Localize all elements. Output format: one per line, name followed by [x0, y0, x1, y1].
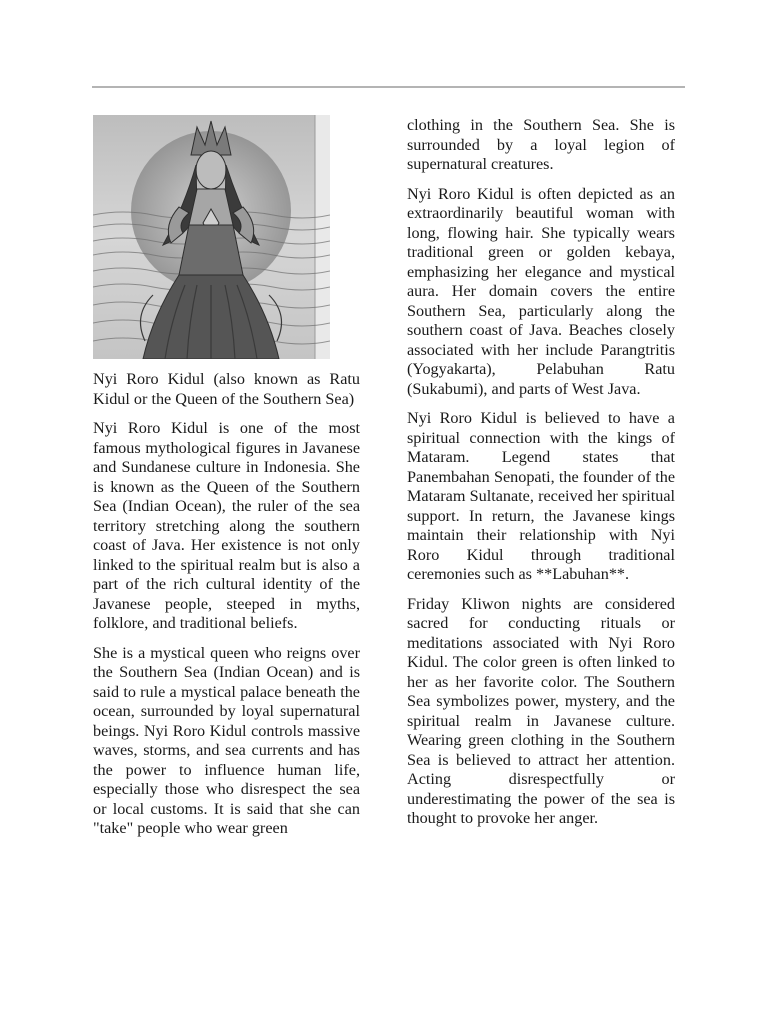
paragraph-mystical-queen: She is a mystical queen who reigns over the Southern Sea (Indian Ocean) and is said to rule a mystical palace beneath the ocean, surrounded by loyal supernatural beings. Nyi Roro Kidul controls massive waves, storms, and sea currents and has the power to influence human life, especially those who disrespect the sea or local customs. It is said that she can "take" people who wear green [93, 643, 360, 837]
paragraph-rituals: Friday Kliwon nights are considered sacred for conducting rituals or meditations associated with Nyi Roro Kidul. The color green is often linked to her as her favorite color. The Southern Sea symbolizes power, mystery, and the spiritual realm in Javanese culture. Wearing green clothing in the Southern Sea is believed to attract her attention. Acting disrespectfully or underestimating the power of the sea is thought to provoke her anger. [407, 594, 675, 827]
paragraph-continuation: clothing in the Southern Sea. She is surrounded by a loyal legion of supernatural creatures. [407, 116, 675, 173]
paragraph-intro: Nyi Roro Kidul is one of the most famous mythological figures in Javanese and Sundanese culture in Indonesia. She is known as the Queen of the Southern Sea (Indian Ocean), the ruler of the sea territory stretching along the southern coast of Java. Her existence is not only linked to the spiritual realm but is also a part of the rich cultural identity of the Javanese people, steeped in myths, folklore, and traditional beliefs. [93, 419, 360, 632]
figure-caption: Nyi Roro Kidul (also known as Ratu Kidul or the Queen of the Southern Sea) [93, 370, 360, 408]
queen-drawing-icon [93, 115, 330, 359]
header-divider [92, 86, 685, 88]
left-column [93, 115, 360, 945]
paragraph-mataram: Nyi Roro Kidul is believed to have a spiritual connection with the kings of Mataram. Legend states that Panembahan Senopati, the founder of the Mataram Sultanate, received her spiritual support. In return, the Javanese kings maintain their relationship with Nyi Roro Kidul through traditional ceremonies such as **Labuhan**. [407, 409, 675, 583]
paragraph-depiction: Nyi Roro Kidul is often depicted as an extraordinarily beautiful woman with long, flowing hair. She typically wears traditional green or golden kebaya, emphasizing her elegance and mystical aura. Her domain covers the entire Southern Sea, particularly along the southern coast of Java. Beaches closely associated with her include Parangtritis (Yogyakarta), Pelabuhan Ratu (Sukabumi), and parts of West Java. [407, 184, 675, 398]
right-column [407, 115, 675, 915]
